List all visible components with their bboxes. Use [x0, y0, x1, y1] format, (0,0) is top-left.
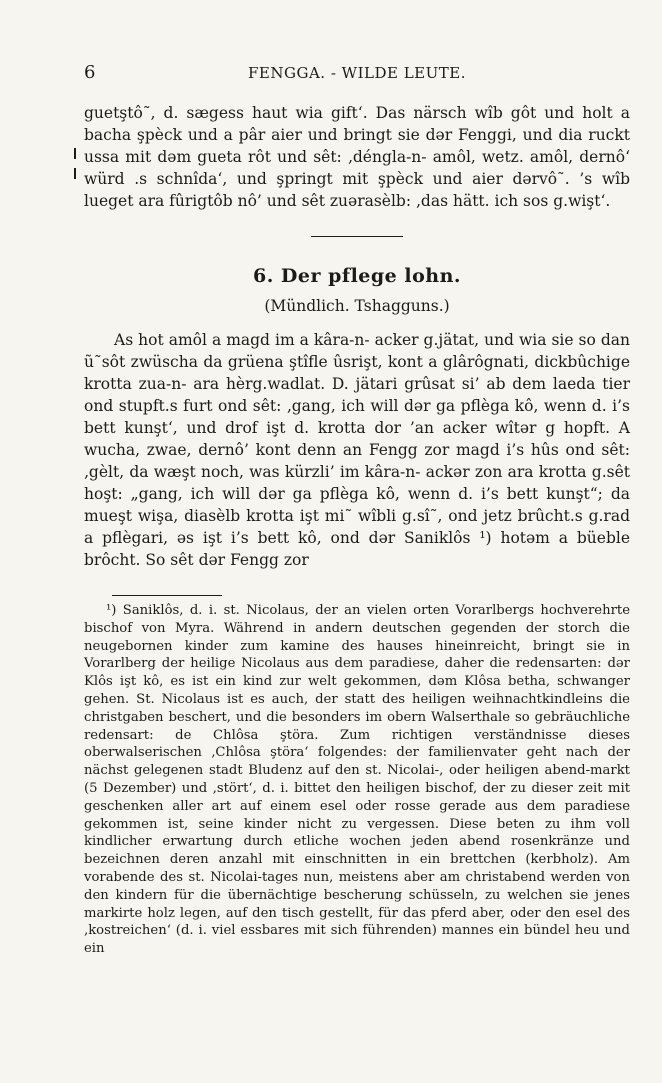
margin-marker — [74, 148, 77, 188]
continuation-paragraph: guetştô˜, d. sægess haut wia gift‘. Das närsch wîb gôt und holt a bacha şpèck und a pâr aier und bringt sie dər Fenggi, und dia ruckt ussa mit dəm gueta rôt und sêt: ‚déngla-n- amôl, wetz. amôl, dernô‘ würd .s schnîda‘, und şpringt mit şpèck und aier dərvô˜. ’s wîb lueget ara fûrigtôb nô’ und sêt zuərasèlb: ‚das hätt. ich sos g.wişt‘. — [84, 104, 630, 210]
footnote: ¹) Saniklôs, d. i. st. Nicolaus, der an vielen orten Vorarlbergs hochverehrte bischof von Myra. Während in andern deutschen gegenden der storch die neugebornen kinder zum kamine des hauses hineinreicht, bringt sie in Vorarlberg der heilige Nicolaus aus dem paradiese, daher die redensarten: dər Klôs işt kô, es ist ein kind zur welt gekommen, dəm Klôsa betha, schwanger gehen. St. Nicolaus ist es auch, der statt des heiligen weihnachtkindleins die christgaben beschert, und die besonders im obern Walserthale so gebräuchliche redensart: de Chlôsa ştöra. Zum richtigen verständnisse dieses oberwalserischen ‚Chlôsa ştöra‘ folgendes: der familienvater geht nach der nächst gelegenen stadt Bludenz auf den st. Nicolai-, oder heiligen abend-markt (5 Dezember) und ‚stört‘, d. i. bittet den heiligen bischof, der zu dieser zeit mit geschenken aller art auf einem esel oder rosse gerade aus dem paradiese gekommen ist, seine kinder nicht zu vergessen. Diese beten zu ihm voll kindlicher erwartung durch etliche wochen jeden abend rosenkränze und bezeichnen deren anzahl mit einschnitten in ein brettchen (kerbholz). Am vorabende des st. Nicolai-tages nun, meistens aber am christabend werden von den kindern für die übernächtige bescherung schüsseln, zu welchen sie jenes markirte holz legen, auf den tisch gestellt, für das pferd aber, oder den esel des ‚kostreichen‘ (d. i. viel essbares mit sich führenden) mannes ein bündel heu und ein — [84, 603, 630, 957]
story-paragraph: As hot amôl a magd im a kâra-n- acker g.jätat, und wia sie so dan ũ˜sôt zwüscha da grüena ştîfle ûsrişt, kont a glârôgnati, dickbûchige krotta zua-n- ara hèrg.wadlat. D. jätari grûsat si’ ab dem laeda tier ond stupft.s furt ond sêt: ‚gang, ich will dər ga pflèga kô, wenn d. i’s bett kunşt‘, und drof işt d. krotta dor ’an acker wîtər g hopft. A wucha, zwae, dernô’ kont denn an Fengg zor magd i’s hûs ond sêt: ‚gèlt, da wæşt noch, was kürzli’ im kâra-n- ackər zon ara krotta g.sêt hoşt: „gang, ich will dər ga pflèga kô, wenn d. i’s bett kunşt“; da mueşt wişa, diasèlb krotta işt mi˜ wîbli g.sî˜, ond jetz brûcht.s g.rad a pflègari, əs işt i’s bett kô, ond dər Saniklôs ¹) hotəm a büeble brôcht. So sêt dər Fengg zor — [84, 331, 630, 569]
section-source: (Mündlich. Tshagguns.) — [264, 297, 450, 315]
page-header — [84, 60, 630, 86]
footnote-divider — [112, 595, 222, 596]
page — [84, 60, 630, 958]
running-head: FENGGA. - WILDE LEUTE. — [248, 64, 466, 82]
section-title: 6. Der pflege lohn. — [252, 265, 462, 287]
section-divider — [311, 236, 403, 237]
page-number: 6 — [84, 62, 96, 83]
